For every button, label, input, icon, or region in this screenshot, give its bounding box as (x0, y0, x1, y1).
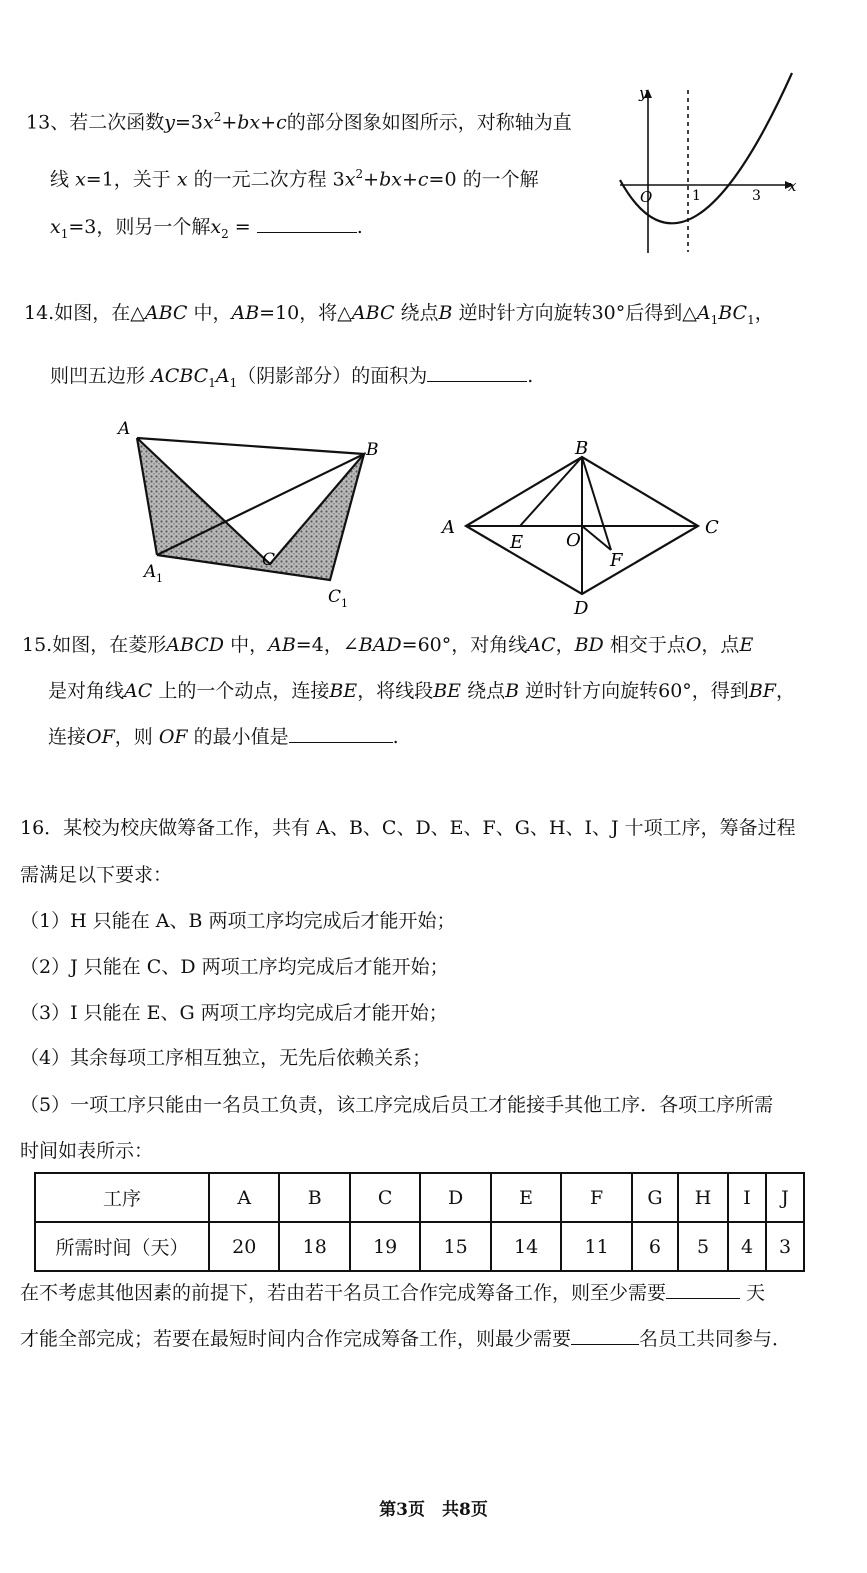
q14-number: 14. (24, 302, 55, 324)
table-cell: J (766, 1173, 804, 1222)
table-cell: B (279, 1173, 349, 1222)
q16-time-intro: 时间如表所示： (20, 1140, 154, 1162)
table-row-label: 所需时间（天） (35, 1222, 209, 1271)
label-f: F (610, 550, 623, 571)
table-cell: 4 (728, 1222, 766, 1271)
label-c1-sub: 1 (341, 597, 348, 610)
q16-requirement-2: （2）J 只能在 C、D 两项工序均完成后才能开始； (20, 956, 449, 978)
label-c: C (705, 517, 719, 538)
q13-line2: 线 x=1，关于 x 的一元二次方程 $3x^2+bx+c=0$ 的一个解 (50, 167, 539, 191)
label-b: B (575, 438, 589, 459)
q15-answer-blank[interactable] (289, 724, 393, 743)
q15-line1: 15.如图，在菱形ABCD 中，AB=4，∠BAD=60°，对角线AC，BD 相交于点O，点E (22, 634, 754, 656)
tick-1-label: 1 (692, 188, 701, 204)
y-axis-label: y (639, 84, 648, 102)
segment-be (520, 457, 582, 526)
q16-after-line1: 在不考虑其他因素的前提下，若由若干名员工合作完成筹备工作，则至少需要 天 (20, 1282, 766, 1304)
q16-line2: 需满足以下要求： (20, 864, 173, 886)
q13-line1: 13、若二次函数$y=3x^2+bx+c$的部分图象如图所示，对称轴为直 (26, 110, 572, 134)
origin-label: O (640, 188, 653, 206)
label-a1-sub: 1 (156, 572, 163, 585)
label-a1: A (144, 562, 157, 582)
x-axis-label: x (788, 177, 797, 195)
table-cell: 11 (561, 1222, 631, 1271)
label-c1: C (328, 587, 342, 607)
task-duration-table (34, 1172, 805, 1272)
table-cell: 14 (491, 1222, 561, 1271)
label-a: A (118, 419, 131, 439)
table-cell: 15 (420, 1222, 490, 1271)
q15-rhombus-figure (440, 440, 750, 620)
table-cell: D (420, 1173, 490, 1222)
q13-parabola-graph (612, 68, 812, 268)
table-cell: 18 (279, 1222, 349, 1271)
label-b: B (366, 440, 379, 460)
q16-after-line2: 才能全部完成；若要在最短时间内合作完成筹备工作，则最少需要 名员工共同参与． (20, 1328, 792, 1350)
q16-days-answer-blank[interactable] (666, 1280, 740, 1299)
label-o: O (566, 530, 581, 551)
table-cell: G (632, 1173, 678, 1222)
table-cell: F (561, 1173, 631, 1222)
table-cell: 3 (766, 1222, 804, 1271)
q13-answer-blank[interactable] (257, 214, 357, 233)
table-cell: 5 (678, 1222, 728, 1271)
label-d: D (574, 598, 589, 619)
q16-requirement-3: （3）I 只能在 E、G 两项工序均完成后才能开始； (20, 1002, 448, 1024)
q14-line2: 则凹五边形 $ACBC_1A_1$（阴影部分）的面积为 . (50, 365, 534, 390)
label-c: C (262, 550, 276, 570)
q16-line1: 16．某校为校庆做筹备工作，共有 A、B、C、D、E、F、G、H、I、J 十项工序，筹备过程 (20, 817, 796, 839)
q16-requirement-1: （1）H 只能在 A、B 两项工序均完成后才能开始； (20, 910, 456, 932)
table-row (35, 1222, 804, 1271)
label-e: E (510, 532, 524, 553)
q15-line2: 是对角线AC 上的一个动点，连接BE，将线段BE 绕点B 逆时针方向旋转60°，得到BF， (48, 680, 795, 702)
table-cell: 20 (209, 1222, 279, 1271)
q16-staff-answer-blank[interactable] (571, 1326, 639, 1345)
table-cell: C (350, 1173, 420, 1222)
label-a: A (442, 517, 455, 538)
q14-answer-blank[interactable] (427, 363, 527, 382)
table-cell: A (209, 1173, 279, 1222)
table-row (35, 1173, 804, 1222)
q16-requirement-5: （5）一项工序只能由一名员工负责，该工序完成后员工才能接手其他工序．各项工序所需 (20, 1094, 774, 1116)
table-cell: H (678, 1173, 728, 1222)
table-cell: I (728, 1173, 766, 1222)
table-cell: E (491, 1173, 561, 1222)
table-cell: 6 (632, 1222, 678, 1271)
q13-line3: $x_1=3$，则另一个解$x_2$ = . (50, 216, 363, 241)
q15-line3: 连接OF，则 OF 的最小值是 . (48, 726, 399, 748)
table-cell: 19 (350, 1222, 420, 1271)
q13-number: 13 (26, 111, 51, 134)
q14-line1: 14.如图，在△ABC 中，AB=10，将△ABC 绕点B 逆时针方向旋转30°后得到$\triangle A_1BC_1$， (24, 302, 774, 327)
q16-requirement-4: （4）其余每项工序相互独立，无先后依赖关系； (20, 1047, 432, 1069)
q15-number: 15. (22, 634, 53, 656)
q14-figure (110, 415, 410, 615)
page-footer: 第3页 共8页 (379, 1500, 488, 1520)
table-header-label: 工序 (35, 1173, 209, 1222)
tick-3-label: 3 (752, 188, 761, 204)
